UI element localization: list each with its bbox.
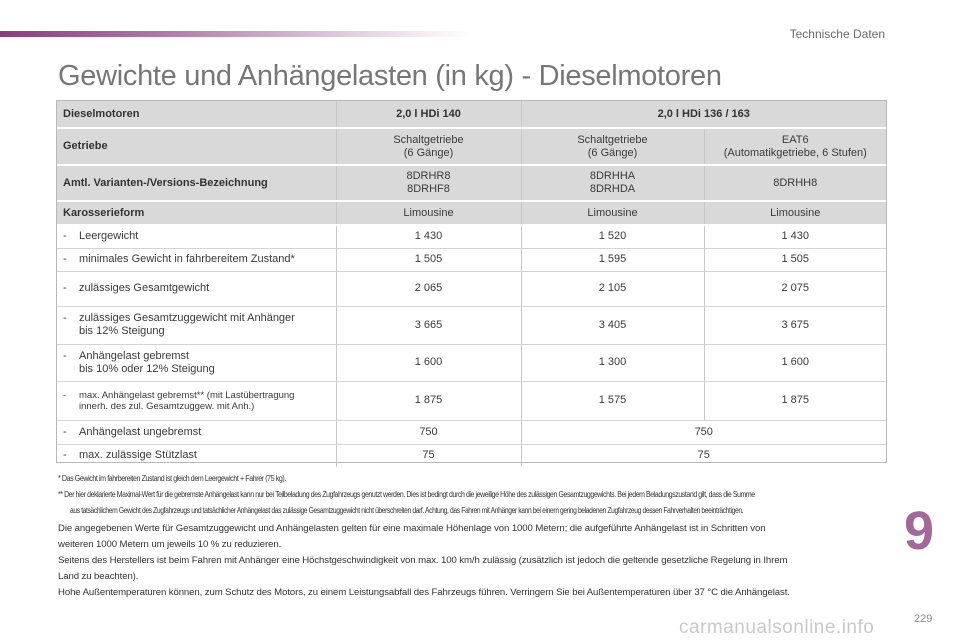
gearbox-2-line-b: (6 Gänge) bbox=[587, 146, 638, 159]
row-label-text-2: bis 12% Steigung bbox=[79, 325, 165, 337]
row-label bbox=[57, 271, 336, 306]
row-label bbox=[57, 225, 336, 248]
row-value: 3 665 bbox=[336, 306, 521, 344]
engine-header-label: Dieselmotoren bbox=[57, 101, 336, 128]
row-dash: - bbox=[63, 449, 67, 462]
row-value: 1 430 bbox=[336, 225, 521, 248]
footnote-1: * Das Gewicht im fahrbereiten Zustand ist gleich dem Leergewicht + Fahrer (75 kg). bbox=[58, 474, 286, 483]
variant-cell-3: 8DRHH8 bbox=[704, 165, 886, 201]
gearbox-cell-1 bbox=[336, 128, 521, 165]
row-label bbox=[57, 248, 336, 271]
row-label-text: Anhängelast ungebremst bbox=[79, 425, 202, 438]
row-value: 1 600 bbox=[704, 344, 886, 381]
variant-2-line-a: 8DRHHA bbox=[589, 170, 636, 182]
row-label bbox=[57, 306, 336, 344]
row-value: 2 065 bbox=[336, 271, 521, 306]
variant-1-line-b: 8DRHF8 bbox=[407, 183, 450, 195]
note-line-3: Seitens des Herstellers ist beim Fahren mit Anhänger eine Höchstgeschwindigkeit von max. 100 km/h zulässig (zusätzlich ist jedoch die geltende gesetzliche Regelung in Ihrem bbox=[58, 555, 788, 566]
row-label bbox=[57, 444, 336, 467]
gearbox-label: Getriebe bbox=[57, 128, 336, 165]
gearbox-3-line-b: (Automatikgetriebe, 6 Stufen) bbox=[723, 146, 867, 159]
variant-2-line-b: 8DRHDA bbox=[589, 183, 636, 195]
row-dash: - bbox=[63, 312, 67, 324]
note-line-2: weiteren 1000 Metern um jeweils 10 % zu reduzieren. bbox=[58, 539, 282, 550]
row-dash: - bbox=[63, 230, 67, 243]
row-label-text: Anhängelast gebremst bbox=[79, 349, 190, 362]
variant-label: Amtl. Varianten-/Versions-Bezeichnung bbox=[57, 165, 336, 201]
table-row bbox=[57, 248, 886, 271]
body-cell-3: Limousine bbox=[704, 201, 886, 225]
row-label-text: minimales Gewicht in fahrbereitem Zustand* bbox=[79, 253, 295, 265]
table-row bbox=[57, 271, 886, 306]
table-row bbox=[57, 306, 886, 344]
header-accent-bar bbox=[0, 31, 470, 37]
note-line-4: Land zu beachten). bbox=[58, 571, 139, 582]
row-value: 1 875 bbox=[336, 381, 521, 420]
row-value: 3 405 bbox=[521, 306, 704, 344]
row-label-text: zulässiges Gesamtgewicht bbox=[79, 282, 210, 294]
table-header-row bbox=[57, 101, 886, 128]
row-value: 3 675 bbox=[704, 306, 886, 344]
table-row bbox=[57, 420, 886, 444]
variant-cell-1 bbox=[336, 165, 521, 201]
row-value: 1 600 bbox=[336, 344, 521, 381]
row-label bbox=[57, 344, 336, 381]
row-value: 1 505 bbox=[704, 248, 886, 271]
row-value-merged: 75 bbox=[521, 444, 886, 467]
gearbox-cell-2 bbox=[521, 128, 704, 165]
note-line-1: Die angegebenen Werte für Gesamtzuggewicht und Anhängelasten gelten für eine maximale Höhenlage von 1000 Metern; die aufgeführte Anhängelast ist in Schritten von bbox=[58, 523, 766, 534]
variant-cell-2 bbox=[521, 165, 704, 201]
row-value: 1 875 bbox=[704, 381, 886, 420]
engine-header-2: 2,0 l HDi 136 / 163 bbox=[521, 101, 886, 128]
row-dash: - bbox=[63, 282, 67, 294]
gearbox-cell-3 bbox=[704, 128, 886, 165]
body-row bbox=[57, 201, 886, 225]
chapter-number: 9 bbox=[904, 501, 935, 561]
table-row bbox=[57, 225, 886, 248]
row-value: 1 505 bbox=[336, 248, 521, 271]
footnote-2: ** Der hier deklarierte Maximal-Wert für die gebremste Anhängelast kann nur bei Teilbeladung des Zugfahrzeugs genutzt werden. Dies ist bedingt durch die jeweilige Höhe des zulässigen Gesamtzuggewichts. Bei jedem Beladungszustand gilt, dass die Summe bbox=[58, 490, 755, 499]
row-label bbox=[57, 381, 336, 420]
gearbox-2-line-a: Schaltgetriebe bbox=[577, 133, 648, 146]
notes-paragraph bbox=[58, 521, 888, 601]
gearbox-3-line-a: EAT6 bbox=[781, 133, 809, 146]
row-value: 75 bbox=[336, 444, 521, 467]
row-value: 1 520 bbox=[521, 225, 704, 248]
row-value: 2 105 bbox=[521, 271, 704, 306]
row-value: 1 430 bbox=[704, 225, 886, 248]
row-dash: - bbox=[63, 389, 67, 401]
row-value: 1 575 bbox=[521, 381, 704, 420]
body-cell-1: Limousine bbox=[336, 201, 521, 225]
gearbox-row bbox=[57, 128, 886, 165]
row-value-merged: 750 bbox=[521, 420, 886, 444]
row-label-text: max. zulässige Stützlast bbox=[79, 449, 197, 462]
variant-1-line-a: 8DRHR8 bbox=[406, 170, 451, 182]
table-row bbox=[57, 444, 886, 467]
row-label-text: zulässiges Gesamtzuggewicht mit Anhänger bbox=[79, 312, 295, 324]
row-value: 750 bbox=[336, 420, 521, 444]
engine-header-1: 2,0 l HDi 140 bbox=[336, 101, 521, 128]
body-cell-2: Limousine bbox=[521, 201, 704, 225]
row-dash: - bbox=[63, 425, 67, 438]
row-dash: - bbox=[63, 253, 67, 265]
row-value: 1 300 bbox=[521, 344, 704, 381]
gearbox-1-line-b: (6 Gänge) bbox=[403, 146, 454, 159]
gearbox-1-line-a: Schaltgetriebe bbox=[393, 133, 464, 146]
weights-table bbox=[57, 101, 886, 467]
row-value: 2 075 bbox=[704, 271, 886, 306]
row-label bbox=[57, 420, 336, 444]
row-dash: - bbox=[63, 349, 67, 362]
page-number: 229 bbox=[914, 613, 933, 625]
row-value: 1 595 bbox=[521, 248, 704, 271]
variant-row bbox=[57, 165, 886, 201]
body-label: Karosserieform bbox=[57, 201, 336, 225]
row-label-text: max. Anhängelast gebremst** (mit Lastübertragung bbox=[79, 389, 295, 401]
footnote-2-continued: aus tatsächlichem Gewicht des Zugfahrzeugs und tatsächlicher Anhängelast das zulässige Gesamtzuggewicht nicht überschreiten darf. Achtung, das Fahren mit Anhänger kann bei einem gering beladenen Zugfahrzeug dessen Fahrverhalten beeinträchtigen. bbox=[70, 506, 744, 515]
note-line-5: Hohe Außentemperaturen können, zum Schutz des Motors, zu einem Leistungsabfall des Fahrzeugs führen. Verringern Sie bei Außentemperaturen über 37 °C die Anhängelast. bbox=[58, 587, 790, 598]
row-label-text-2: bis 10% oder 12% Steigung bbox=[79, 362, 215, 375]
page-title: Gewichte und Anhängelasten (in kg) - Dieselmotoren bbox=[58, 60, 722, 92]
watermark: carmanualsonline.info bbox=[679, 617, 875, 638]
row-label-text-2: innerh. des zul. Gesamtzuggew. mit Anh.) bbox=[79, 400, 255, 412]
table-row bbox=[57, 381, 886, 420]
table-row bbox=[57, 344, 886, 381]
section-title: Technische Daten bbox=[789, 27, 885, 41]
row-label-text: Leergewicht bbox=[79, 230, 139, 243]
